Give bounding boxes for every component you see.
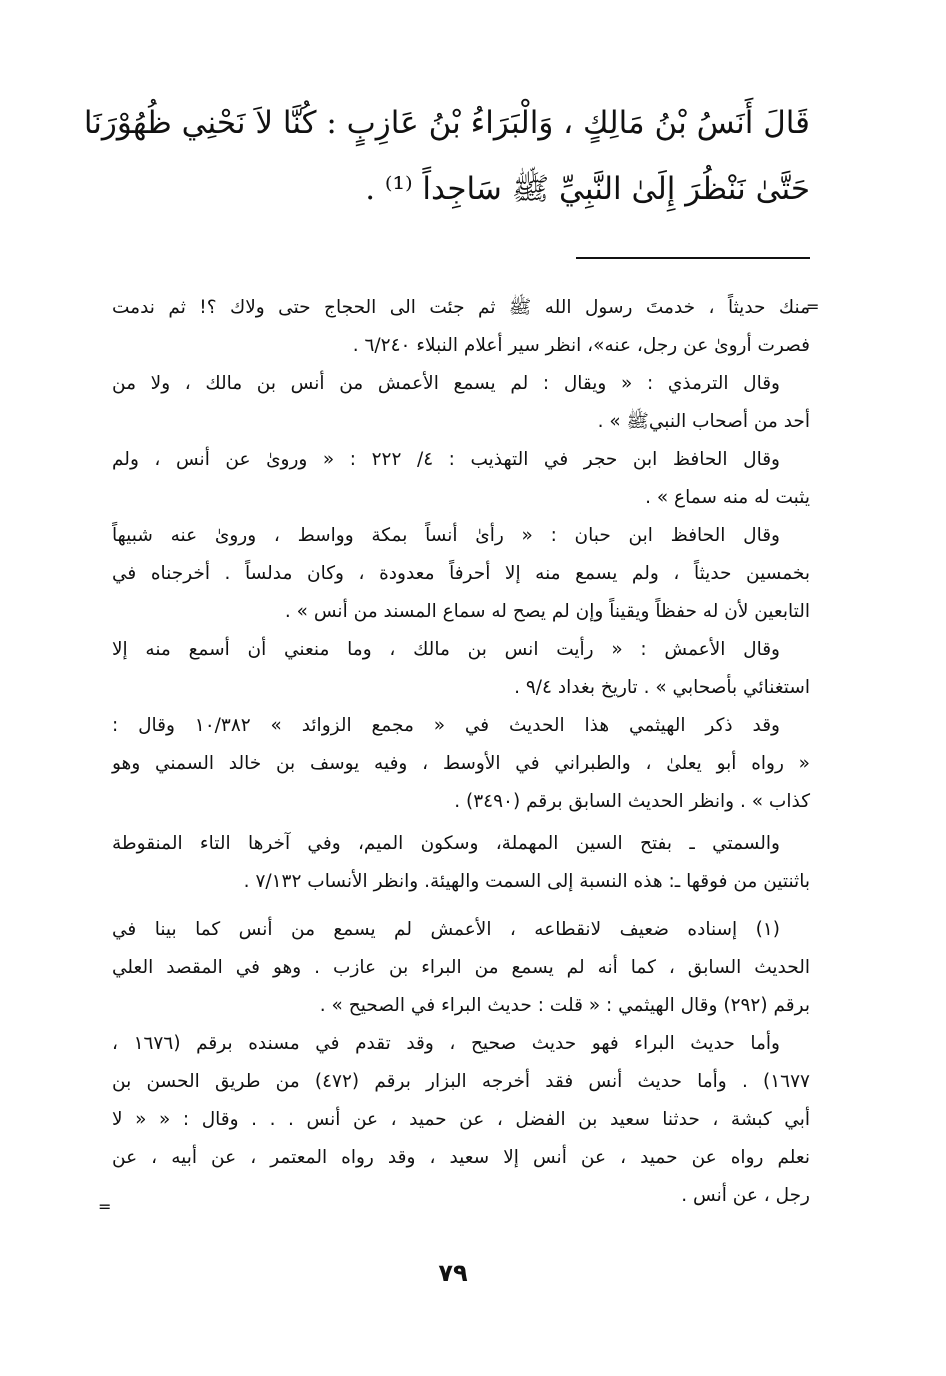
continuation-mark-top: = — [806, 297, 820, 316]
page-number: ٧٩ — [438, 1259, 468, 1287]
footnote-paragraph — [112, 365, 810, 441]
continuation-mark-bottom: = — [98, 1197, 112, 1216]
footnote-paragraph — [112, 1025, 810, 1215]
footnote-line: باثنتين من فوقها ـ: هذه النسبة إلى السمت والهيئة. وانظر الأنساب ٧/١٣٢ . — [243, 871, 810, 892]
footnote-line: وقال الترمذي : « ويقال : لم يسمع الأعمش من أنس بن مالك ، ولا من — [112, 373, 780, 394]
footnote-line: (١) إسناده ضعيف لانقطاعه ، الأعمش لم يسمع من أنس كما بينا في — [112, 919, 780, 940]
footnote-line: منك حديثاً ، خدمتَ رسول الله ﷺ ثم جئت الى الحجاج حتى ولاك ؟! ثم ندمت — [112, 297, 810, 318]
footnote-line: يثبت له منه سماع » . — [645, 487, 810, 508]
footnote-line: أبي كبشة ، حدثنا سعيد بن الفضل ، عن حميد ، عن أنس . . . وقال : « « لا — [112, 1109, 810, 1130]
footnote-line: وأما حديث البراء فهو حديث صحيح ، وقد تقدم في مسنده برقم (١٦٧٦ ، — [112, 1033, 780, 1054]
footnote-line: استغنائي بأصحابي » . تاريخ بغداد ٩/٤ . — [514, 677, 810, 698]
footnote-line: ١٦٧٧) . وأما حديث أنس فقد أخرجه البزار برقم (٤٧٢) من طريق الحسن بن — [112, 1071, 810, 1092]
footnote-line: برقم (٢٩٢) وقال الهيثمي : « قلت : حديث البراء في الصحيح » . — [319, 995, 810, 1016]
footnote-line: وقال الحافظ ابن حبان : « رأىٰ أنساً بمكة وواسط ، وروىٰ عنه شبيهاً — [112, 525, 780, 546]
footnote-paragraph — [112, 289, 810, 365]
footnote-line: وقال الحافظ ابن حجر في التهذيب : ٤/ ٢٢٢ : « وروىٰ عن أنس ، ولم — [112, 449, 780, 470]
main-text-line: قَالَ أَنَسُ بْنُ مَالِكٍ ، وَالْبَرَاءُ بْنُ عَازِبٍ : كُنَّا لاَ نَحْنِي ظُهُوْرَنَا — [83, 105, 810, 141]
footnote-paragraph — [112, 707, 810, 821]
footnote-paragraph — [112, 631, 810, 707]
footnote-line: بخمسين حديثاً ، ولم يسمع منه إلا أحرفاً معدودة ، وكان مدلساً . أخرجناه في — [112, 563, 810, 584]
footnote-paragraph — [112, 911, 810, 1025]
footnote-paragraph — [112, 441, 810, 517]
footnote-line: فصرت أروىٰ عن رجل، عنه»، انظر سير أعلام النبلاء ٦/٢٤٠ . — [352, 335, 810, 356]
footnote-line: أحد من أصحاب النبيﷺ » . — [597, 411, 810, 432]
footnote-separator-rule — [576, 257, 810, 259]
footnote-paragraph — [112, 517, 810, 631]
footnote-line: الحديث السابق ، كما أنه لم يسمع من البراء بن عازب . وهو في المقصد العلي — [112, 957, 810, 978]
footnote-paragraph — [112, 825, 810, 901]
footnote-line: والسمتي ـ بفتح السين المهملة، وسكون الميم، وفي آخرها التاء المنقوطة — [112, 833, 780, 854]
footnote-line: وقد ذكر الهيثمي هذا الحديث في « مجمع الزوائد » ١٠/٣٨٢ وقال : — [112, 715, 780, 736]
main-text — [83, 90, 810, 222]
footnote-line: وقال الأعمش : « رأيت انس بن مالك ، وما منعني أن أسمع منه إلا — [112, 639, 780, 660]
footnote-line: التابعين لأن له حفظاً ويقيناً وإن لم يصح له سماع المسند من أنس » . — [284, 601, 810, 622]
footnote-line: كذاب » . وانظر الحديث السابق برقم (٣٤٩٠) . — [454, 791, 810, 812]
footnote-line: نعلم رواه عن حميد ، عن أنس إلا سعيد ، وقد رواه المعتمر ، عن أبيه ، عن — [112, 1147, 810, 1168]
footnotes — [112, 289, 810, 1215]
footnote-line: « رواه أبو يعلىٰ ، والطبراني في الأوسط ، وفيه يوسف بن خالد السمني وهو — [112, 753, 810, 774]
main-text-line: حَتَّىٰ نَنْظُرَ إِلَىٰ النَّبِيِّ ﷺ سَاجِداً ⁽¹⁾ . — [365, 171, 810, 207]
footnote-line: رجل ، عن أنس . — [681, 1185, 810, 1206]
